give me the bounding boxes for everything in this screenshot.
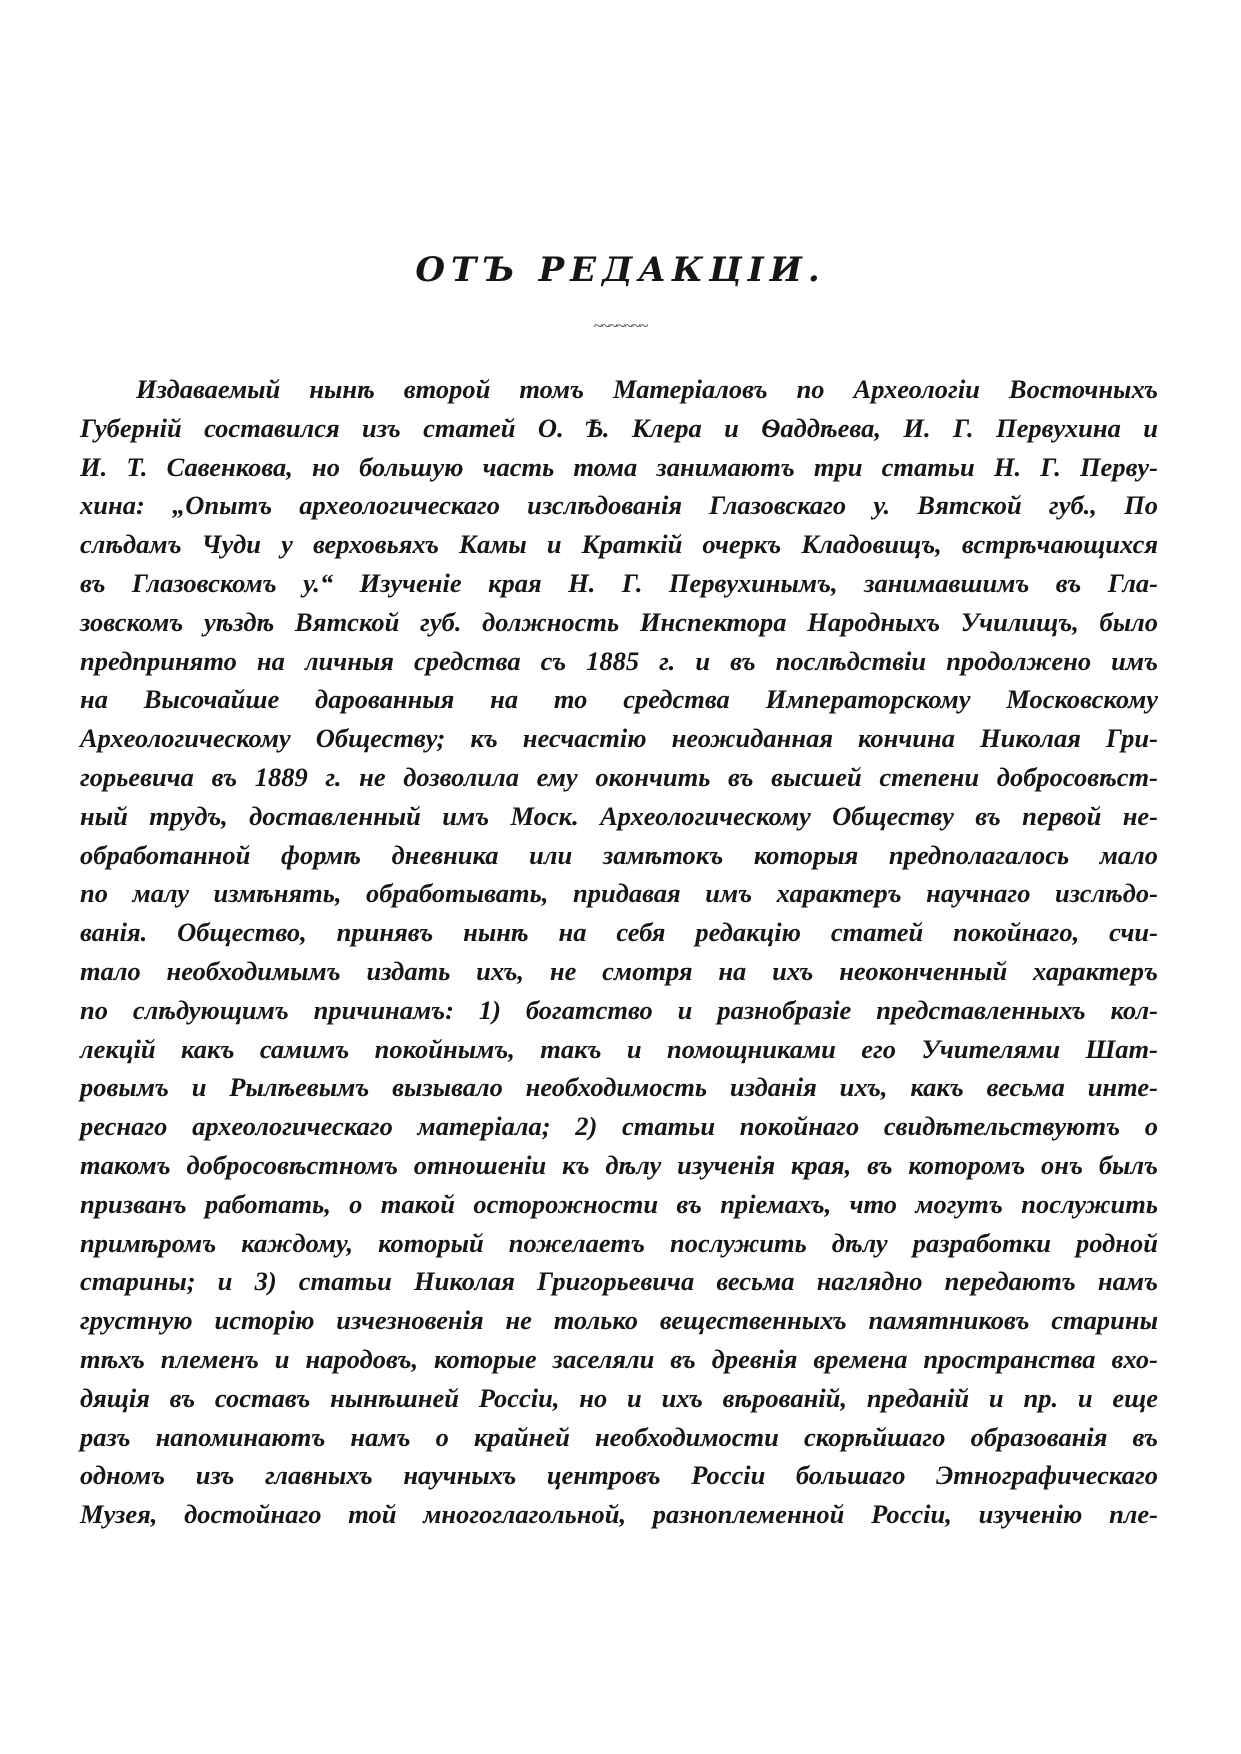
text-line: на Высочайше дарованныя на то средства Императорскому Московскому [80,684,1158,715]
text-line: лекцій какъ самимъ покойнымъ, такъ и помощниками его Учителями Шат- [80,1033,1158,1064]
text-line: тѣхъ племенъ и народовъ, которые заселяли въ древнія времена пространства вхо- [80,1343,1158,1374]
text-line: въ Глазовскомъ у.“ Изученіе края Н. Г. Первухинымъ, занимавшимъ въ Гла- [80,567,1158,598]
text-line: примѣромъ каждому, который пожелаетъ послужить дѣлу разработки родной [80,1227,1158,1258]
text-line: Губерній составился изъ статей О. Ѣ. Клера и Ѳаддѣева, И. Г. Первухина и [80,412,1158,443]
text-line: по слѣдующимъ причинамъ: 1) богатство и разнобразіе представленныхъ кол- [80,994,1158,1025]
body-paragraph [80,370,1158,1534]
text-line: дящія въ составъ нынѣшней Россіи, но и ихъ вѣрованій, преданій и пр. и еще [80,1382,1158,1413]
text-line: горьевича въ 1889 г. не дозволила ему окончить въ высшей степени добросовѣст- [80,761,1158,792]
text-line: хина: „Опытъ археологическаго изслѣдованія Глазовскаго у. Вятской губ., По [80,490,1158,521]
text-line: призванъ работать, о такой осторожности въ пріемахъ, что могутъ послужить [80,1188,1158,1219]
text-line: обработанной формѣ дневника или замѣтокъ которыя предполагалось мало [80,839,1158,870]
text-line: Музея, достойнаго той многоглагольной, разноплеменной Россіи, изученію пле- [80,1499,1158,1530]
title-ornament: ~~~~~~~ [593,318,648,335]
text-line: И. Т. Савенкова, но большую часть тома занимаютъ три статьи Н. Г. Перву- [80,451,1158,482]
text-line: такомъ добросовѣстномъ отношеніи къ дѣлу изученія края, въ которомъ онъ былъ [80,1149,1158,1180]
text-line: предпринято на личныя средства съ 1885 г. и въ послѣдствіи продолжено имъ [80,645,1158,676]
text-line: Издаваемый нынѣ второй томъ Матеріаловъ по Археологіи Восточныхъ [136,374,1158,404]
text-line: зовскомъ уѣздѣ Вятской губ. должность Инспектора Народныхъ Училищъ, было [80,606,1158,637]
text-line: ровымъ и Рылѣевымъ вызывало необходимость изданія ихъ, какъ весьма инте- [80,1072,1158,1103]
text-line: по малу измѣнять, обработывать, придавая имъ характеръ научнаго изслѣдо- [80,878,1158,909]
text-line: реснаго археологическаго матеріала; 2) статьи покойнаго свидѣтельствуютъ о [80,1111,1158,1142]
text-line: Археологическому Обществу; къ несчастію неожиданная кончина Николая Гри- [80,723,1158,754]
text-line: тало необходимымъ издать ихъ, не смотря на ихъ неоконченный характеръ [80,955,1158,986]
text-line: ванія. Общество, принявъ нынѣ на себя редакцію статей покойнаго, счи- [80,917,1158,948]
text-line: одномъ изъ главныхъ научныхъ центровъ Россіи большаго Этнографическаго [80,1460,1158,1491]
page-title: ОТЪ РЕДАКЦІИ. [415,250,826,290]
text-line: слѣдамъ Чуди у верховьяхъ Камы и Краткій очеркъ Кладовищъ, встрѣчающихся [80,529,1158,560]
text-line: ный трудъ, доставленный имъ Моск. Археологическому Обществу въ первой не- [80,800,1158,831]
text-line: разъ напоминаютъ намъ о крайней необходимости скорѣйшаго образованія въ [80,1421,1158,1452]
text-line: грустную исторію изчезновенія не только вещественныхъ памятниковъ старины [80,1305,1158,1336]
text-line: старины; и 3) статьи Николая Григорьевича весьма наглядно передаютъ намъ [80,1266,1158,1297]
